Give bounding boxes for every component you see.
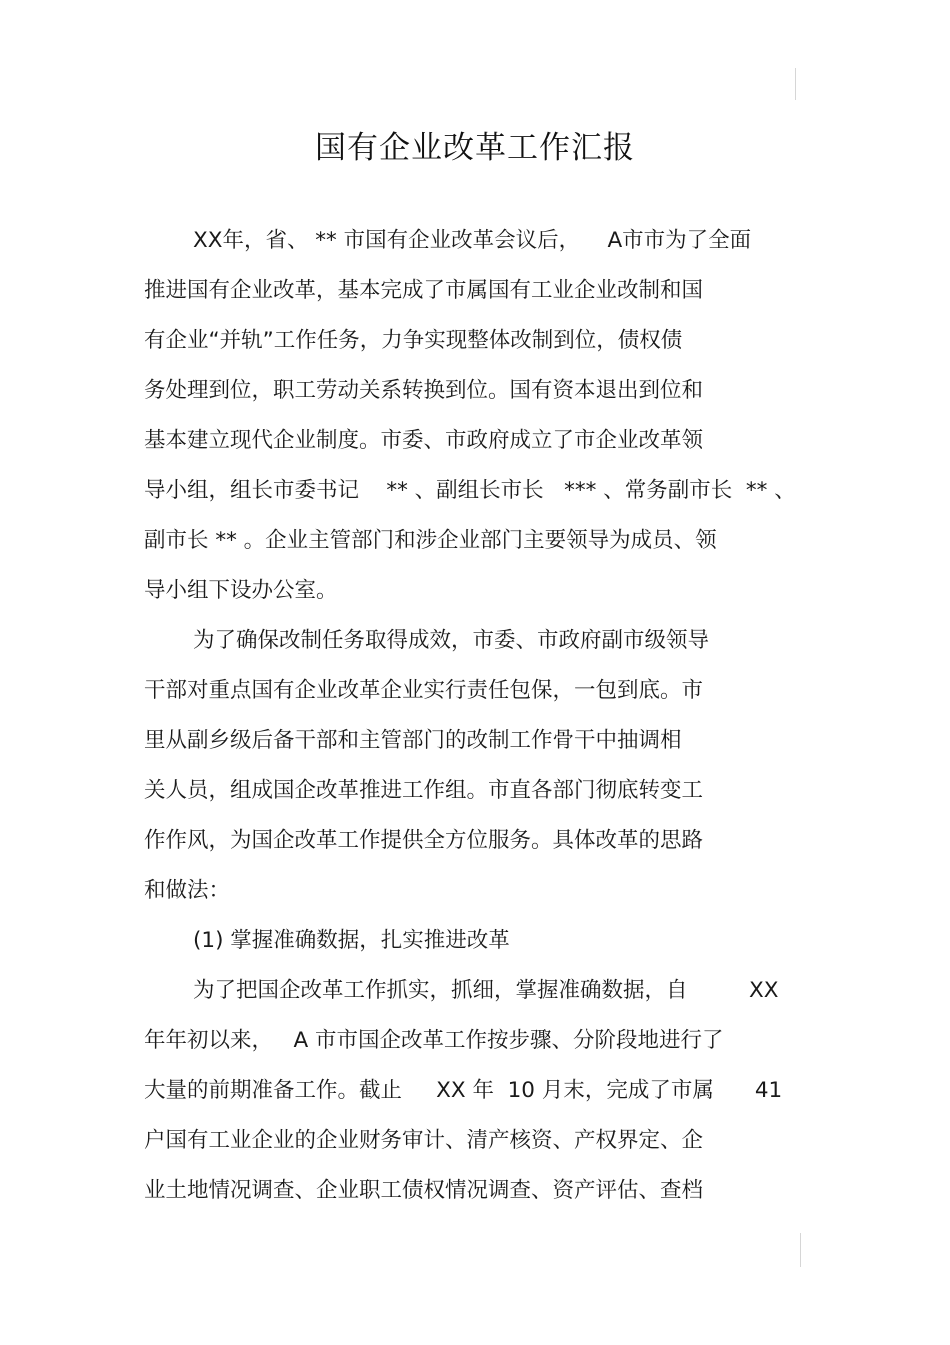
body-line: 作作风，为国企改革工作提供全方位服务。具体改革的思路 [144,828,704,853]
body-line: 务处理到位，职工劳动关系转换到位。国有资本退出到位和 [144,378,704,403]
body-line: 大量的前期准备工作。截止 XX 年 10 月末，完成了市属 41 [144,1078,783,1103]
bottom-right-edge-mark [800,1233,801,1267]
body-line: 导小组，组长市委书记 ** 、副组长市长 *** 、常务副市长 ** 、 [144,478,796,503]
body-line: 基本建立现代企业制度。市委、市政府成立了市企业改革领 [144,428,704,453]
body-line: 和做法： [144,878,231,903]
body-line: 有企业“并轨”工作任务，力争实现整体改制到位，债权债 [144,328,683,353]
body-line: 导小组下设办公室。 [144,578,338,603]
body-line: 关人员，组成国企改革推进工作组。市直各部门彻底转变工 [144,778,704,803]
body-line: 副市长 ** 。企业主管部门和涉企业部门主要领导为成员、领 [144,528,717,553]
body-line: XX年，省、 ** 市国有企业改革会议后， A市市为了全面 [193,228,752,253]
body-line: 干部对重点国有企业改革企业实行责任包保，一包到底。市 [144,678,704,703]
body-line: 为了确保改制任务取得成效，市委、市政府副市级领导 [193,628,710,653]
body-line: 户国有工业企业的企业财务审计、清产核资、产权界定、企 [144,1128,704,1153]
section-heading: (1) 掌握准确数据，扎实推进改革 [193,928,510,953]
top-right-edge-mark [795,68,796,100]
body-line: 年年初以来， A 市市国企改革工作按步骤、分阶段地进行了 [144,1028,724,1053]
body-line: 里从副乡级后备干部和主管部门的改制工作骨干中抽调相 [144,728,682,753]
body-line: 为了把国企改革工作抓实，抓细，掌握准确数据，自 XX [193,978,779,1003]
body-line: 推进国有企业改革，基本完成了市属国有工业企业改制和国 [144,278,704,303]
body-line: 业土地情况调查、企业职工债权情况调查、资产评估、查档 [144,1178,704,1203]
document-title: 国有企业改革工作汇报 [315,130,635,166]
